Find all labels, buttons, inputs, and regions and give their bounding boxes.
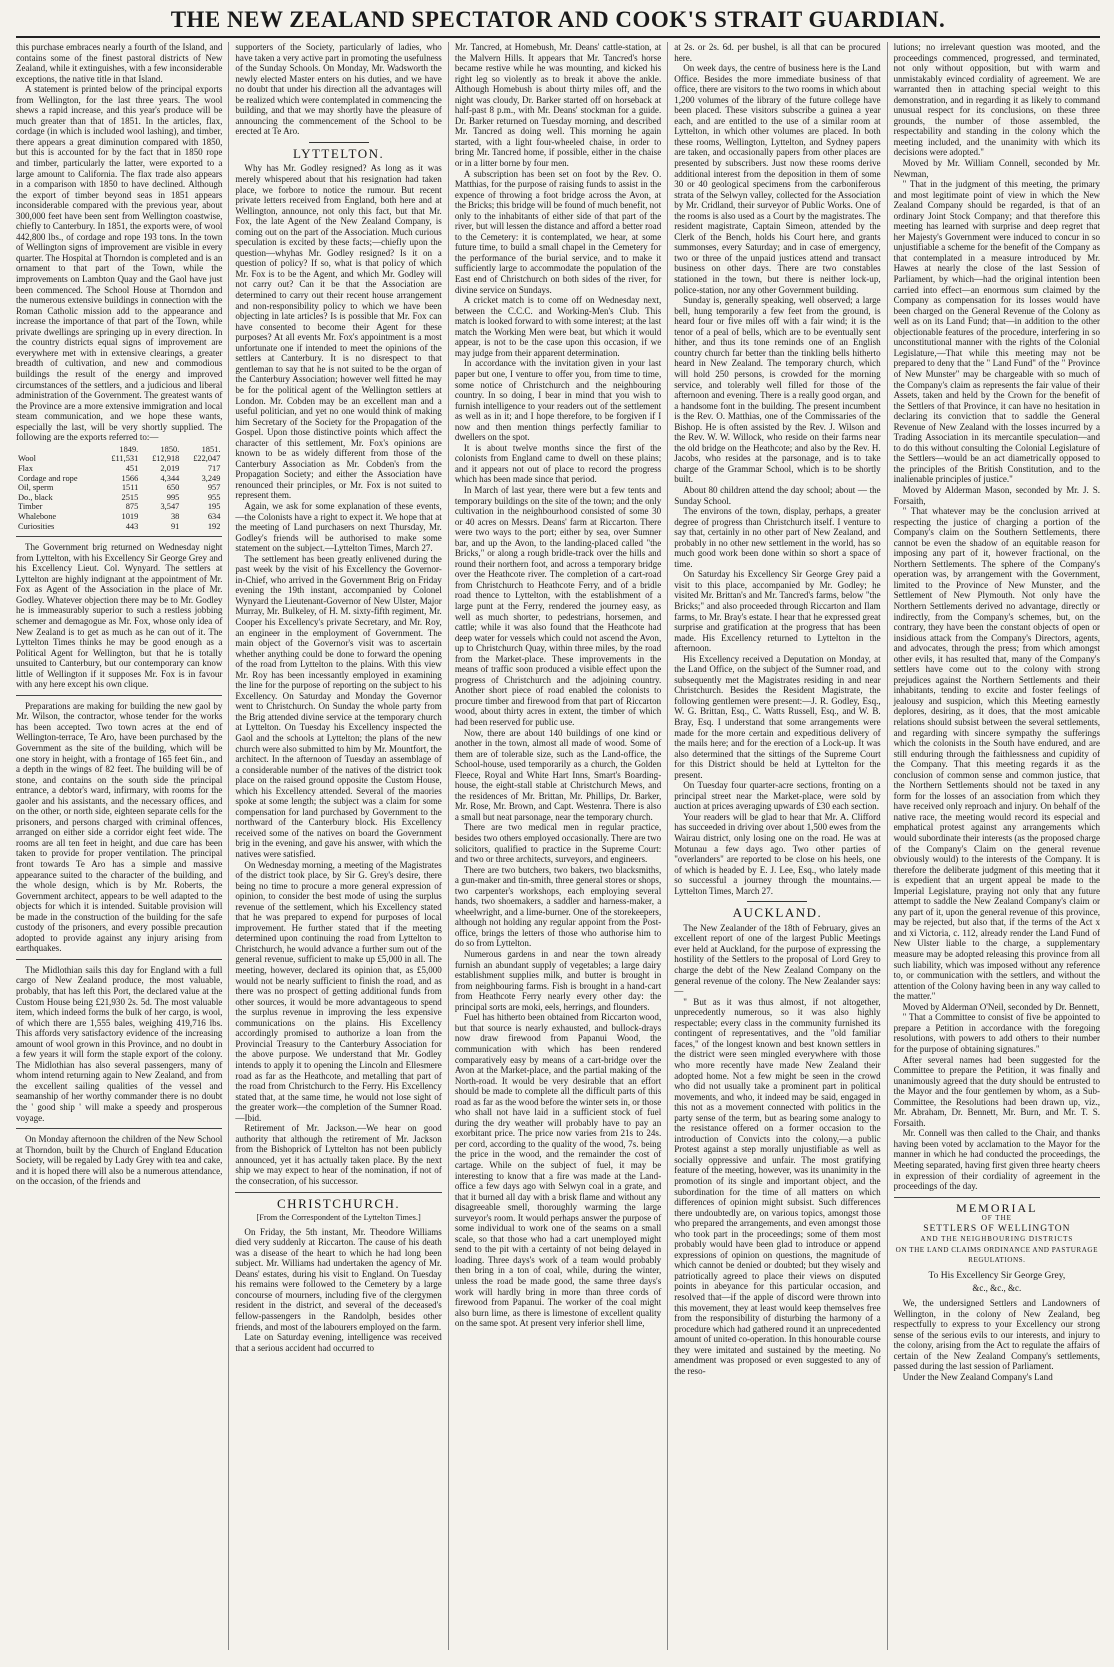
columns [16, 42, 1100, 1650]
paragraph: We, the undersigned Settlers and Landowners of Wellington, in the colony of New Zealand, beg respectfully to express to your Excellency our strong sense of the serious evils to our interests, and injury to the colony, arising from the Act to regulate the affairs of certain of the New Zealand Company's settlements, passed during the last session of Parliament. [893, 1297, 1101, 1372]
table-cell: 957 [207, 483, 221, 493]
paragraph: A statement is printed below of the principal exports from Wellington, for the last three years. The wool shews a rapid increase, and this year's produce will be much greater than that of 1851. In the articles, flax, cordage (in which is included wool lashing), and timber, there appears a great diminution compared with 1850, but this is accounted for by the fact that in 1850 rope and timber, particularly the latter, were exported to a large amount to California. The flax trade also appears in a comparison with 1850 to have declined. Although the export of timber beyond seas in 1851 appears inconsiderable compared with the previous year, about 300,000 feet have been sent from Wellington coastwise, chiefly to Canterbury. In 1851, the exports were, of wool 442,800 lbs., of cordage and rope 193 tons. In the town of Wellington signs of improvement are visible in every quarter. The Hospital at Thorndon is completed and is an ornament to that part of the Town, while the improvements on Lambton Quay and the Gaol have just been commenced. The School House at Thorndon and the numerous extensive buildings in connection with the Roman Catholic mission add to the appearance and increase the importance of that part of the Town, while private dwellings are springing up in every direction. In the country districts equal signs of improvement are everywhere met with in extensive clearings, a greater breadth of cultivation, and new and commodious buildings the result of the energy and improved circumstances of the settlers, and a judicious and liberal administration of the Government. The greatest wants of the Province are a more extensive immigration and local steam communication, and we hope these wants, especially the last, will be very shortly supplied. The following are the exports referred to:— [16, 84, 223, 443]
table-cell: 1019 [121, 511, 139, 521]
table-cell: £22,047 [193, 454, 221, 464]
table-row [16, 493, 222, 503]
paragraph: A cricket match is to come off on Wednesday next, between the C.C.C. and Working-Men's Club. This match is looked forward to with some interest; at the last match the Working Men were beat, but which it would appear, is not to be the case upon this occasion, if we may judge from their apparent determination. [454, 295, 662, 358]
divider [16, 536, 222, 537]
paragraph: " But as it was thus almost, if not altogether, unprecedently numerous, so it was also highly respectable; every class in the community furnished its contingent of representatives, and the "old familiar faces," of the longest known and best known settlers in the district were seen mingled everywhere with those who more recently have made New Zealand their adopted home. Not a few might be seen in the crowd who did not usually take a prominent part in political movements, and who, it indeed may be said, engaged in this not as a movement connected with politics in the party sense of the term, but as bearing some analogy to the resistance offered on a former occasion to the introduction of Convicts into the colony,—a public Protest against a step morally unjustifiable as well as socially oppressive and unfair. The most gratifying feature of the meeting, however, was its unanimity in the promotion of its single and important object, and the subordination for the time of all matters on which differences of opinion might subsist. Such differences there undoubtedly are, on various topics, amongst those who prepared the arrangements, and even amongst those who took part in the proceedings; some of them most probably would have been glad to introduce or append expressions of opinion on questions, the magnitude of which cannot be denied or doubted; but they wisely and patriotically agreed to place their views on disputed points in abeyance for this particular occasion, and resolved that—if the apple of discord were thrown into this movement, they at least would keep themselves free from the responsibility of disturbing the harmony of a procedure which had gathered round it an unprecedented amount of united co-operation. In this honourable course they were imitated and sustained by the meeting. No amendment was proposed or even suggested to any of the reso- [674, 996, 881, 1376]
table-cell: Cordage and rope [18, 473, 78, 483]
column-4 [667, 42, 886, 1650]
divider [16, 1128, 222, 1129]
paragraph: The settlement has been greatly enlivened during the past week by the visit of his Excellency the Governor-in-Chief, who arrived in the Government Brig on Friday evening the 19th instant, accompanied by Colonel Wynyard the Lieutenant-Governor of New Ulster, Major Murray, Mr. Bulkeley, of H. M. sixty-fifth regiment, Mr. Cooper his Excellency's private Secretary, and Mr. Roy, an engineer in the employment of Government. The main object of the Governor's visit was to ascertain whether anything could be done to forward the opening of the road from Lyttelton to the plains. With this view Mr. Roy has been incessantly employed in examining the line for the purpose of reporting on the subject to his Excellency. On Saturday and Monday the Governor went to Christchurch. On Sunday the whole party from the Brig attended divine service at the temporary church at Lyttelton. On Tuesday his Excellency inspected the Gaol and the schools at Lyttelton; the plans of the new church were also submitted to him by Mr. Mountfort, the architect. In the afternoon of Tuesday an assemblage of a considerable number of the natives of the district took place on the raised ground opposite the Custom House, which his Excellency attended. Several of the maories spoke at some length; the subject was a claim for some compensation for land purchased by Government to the northward of the Canterbury block. His Excellency received some of the natives on board the Government brig in the evening, and gave his answer, with which the natives were satisfied. [235, 553, 442, 860]
table-header [16, 445, 100, 455]
table-cell: 38 [170, 511, 180, 521]
paragraph: On Wednesday morning, a meeting of the Magistrates of the district took place, by Sir G. Grey's desire, there being no time to procure a more general expression of opinion, to consider the best mode of using the surplus revenue of the settlement, which his Excellency stated that he was prepared to expend for purposes of local improvement. He further stated that if the meeting determined upon continuing the road from Lyttelton to Christchurch, he would advance a further sum out of the general revenue, sufficient to make up £5,000 in all. The meeting, however, declared its opinion that, as £5,000 would not be nearly sufficient to finish the road, and as there was no prospect of getting additional funds from other sources, it would be more advantageous to spend the surplus revenue in improving the less expensive communications on the plains. His Excellency accordingly promised to authorize a loan from the Provincial Treasury to the Canterbury Association for the above purpose. We understand that Mr. Godley intends to apply it to opening the Lincoln and Ellesmere road as far as the Heathcote, and metalling that part of the road from Christchurch to the Ferry. His Excellency stated that, at the same time, he would not lose sight of the greater work—the completion of the Sumner Road.—Ibid. [235, 859, 442, 1123]
paragraph: Retirement of Mr. Jackson.—We hear on good authority that although the retirement of Mr. Jackson from the Bishoprick of Lyttelton has not been publicly announced, yet it has actually taken place. By the next ship we may expect to hear of the nomination, if not of the consecration, of his successor. [235, 1123, 442, 1186]
paragraph: Now, there are about 140 buildings of one kind or another in the town, almost all made of wood. Some of them are of tolerable size, such as the Land-office, the School-house, used temporarily as a church, the Golden Fleece, Royal and White Hart Inns, Smart's Boarding-house, the eight-stall stable at Christchurch Mews, and the residences of Mr. Brittan, Mr. Phillips, Dr. Barker, Mr. Rose, Mr. Brown, and Capt. Westenra. There is also a small but neat parsonage, near the temporary church. [454, 727, 662, 822]
table-header: 1850. [160, 444, 180, 454]
masthead: THE NEW ZEALAND SPECTATOR AND COOK'S STRAIT GUARDIAN. [170, 7, 946, 32]
section-heading-lyttelton: LYTTELTON. [292, 145, 385, 161]
paragraph: Fuel has hitherto been obtained from Riccarton wood, but that source is nearly exhausted, and bullock-drays now draw firewood from Papanui Wood, the communication with which has been rendered comparatively easy by means of a cart-bridge over the Avon at the Market-place, and the partial making of the North-road. It would be very desirable that an effort should be made to complete all the difficult parts of this road as far as the wood before the winter sets in, or those who shall not have laid in a sufficient stock of fuel during the dry weather will probably have to pay an exorbitant price. The price now varies from 21s to 24s. per cord, according to the quality of the wood, 7s. being the price in the wood, and the remainder the cost of cartage. While on the subject of fuel, it may be interesting to know that a fire was made at the Land-office a few days ago with Selwyn coal in a grate, and that it burned all day with a brisk flame and without any disagreeable smell, thoroughly warming the large surveyor's room. It would perhaps answer the purpose of some individual to work one of the seams on a small scale, so that those who had a cart unemployed might send to the pit with a certainty of not being delayed in loading. Three days's work of a team would probably then bring in a ton of coal, while, during the winter, unless the road be made good, the same three days's work will hardly bring in more than three cords of firewood from Papanui. The worker of the coal might also burn lime, as there is limestone of excellent quality on the same spot. At present very inferior shell lime, [454, 1012, 662, 1329]
divider [16, 695, 222, 696]
correspondent-note: [From the Correspondent of the Lyttelton Times.] [256, 1213, 421, 1223]
table-row [16, 483, 222, 493]
section-heading-auckland: AUCKLAND. [732, 905, 823, 921]
paragraph: supporters of the Society, particularly of ladies, who have taken a very active part in promoting the usefulness of the Sunday Schools. On Monday, Mr. Wadsworth the newly elected Master enters on his duties, and we have no doubt that under his direction all the advantages will be realized which were contemplated in commencing the building, and that we may shortly have the pleasure of announcing the commencement of the School to be erected at Te Aro. [235, 42, 442, 137]
paragraph: A subscription has been set on foot by the Rev. O. Matthias, for the purpose of raising funds to assist in the expence of throwing a foot bridge across the Avon, at the Bricks; this bridge will be found of much benefit, not only to the inhabitants of either side of that part of the river, but will lessen the distance and afford a better road to the Cemetery: it is contemplated, we hear, at some future time, to build a small chapel in the Cemetery for the performance of the burial service, and to make it sufficiently large to accommodate the population of the East end of Christchurch on both sides of the river, for divine service on Sundays. [454, 168, 662, 295]
paragraph: Under the New Zealand Company's Land [902, 1371, 1053, 1382]
table-row [16, 474, 222, 484]
memorial-title: MEMORIAL [956, 1200, 1038, 1215]
table-cell: Flax [18, 463, 33, 473]
table-cell: 717 [207, 463, 221, 473]
table-cell: 91 [170, 521, 180, 531]
table-cell: 3,249 [201, 473, 221, 483]
memorial-subtitle-2: AND THE NEIGHBOURING DISTRICTS [920, 1235, 1074, 1244]
paragraph: at 2s. or 2s. 6d. per bushel, is all that can be procured here. [674, 42, 881, 63]
memorial-subtitle: SETTLERS OF WELLINGTON [923, 1223, 1071, 1234]
paragraph: Moved by Alderman Mason, seconded by Mr. J. S. Forsaith, [893, 484, 1101, 506]
memorial-addressee: To His Excellency Sir George Grey, [928, 1270, 1066, 1281]
paragraph: " That a Committee to consist of five be appointed to prepare a Petition in accordance with the foregoing resolutions, with powers to add others to their number for the purpose of obtaining signatures." [893, 1012, 1101, 1054]
table-cell: 1511 [121, 483, 139, 493]
table-cell: 995 [166, 492, 180, 502]
paragraph: On Tuesday four quarter-acre sections, fronting on a principal street near the Market-place, were sold by auction at prices averaging upwards of £30 each section. [674, 780, 881, 812]
table-cell: 2515 [121, 492, 139, 502]
paragraph: About 80 children attend the day school; about — the Sunday School. [674, 484, 881, 506]
table-row [16, 454, 222, 464]
divider [894, 1197, 1100, 1198]
table-cell: 192 [207, 521, 221, 531]
table-cell: £12,918 [152, 454, 180, 464]
table-cell: 955 [207, 492, 221, 502]
paragraph: The New Zealander of the 18th of February, gives an excellent report of one of the largest Public Meetings ever held at Auckland, for the purpose of expressing the hostility of the Settlers to the proposal of Lord Grey to charge the debt of the New Zealand Company on the general revenue of the colony. The New Zealander says:— [674, 922, 881, 997]
paragraph: this purchase embraces nearly a fourth of the Island, and contains some of the finest pastoral districts of New Zealand, while it extinguishes, with a few inconsiderable exceptions, the native title in that Island. [16, 42, 223, 84]
paragraph: There are two butchers, two bakers, two blacksmiths, a gun-maker and tin-smith, three general stores or shops, two carpenter's workshops, each employing several hands, two shoemakers, a saddler and harness-maker, a wheelwright, and a lime-burner. One of the storekeepers, although not holding any regular appoint from the Post-office, brings the letters of those who authorise him to do so from Lyttelton. [454, 864, 662, 949]
paragraph: " That in the judgment of this meeting, the primary and most legitimate point of view in which the New Zealand Company should be regarded, is that of an ordinary Joint Stock Company; and that therefore this meeting has learned with surprise and deep regret that her Majesty's Government were induced to concur in so unjustifiable a scheme for the benefit of the Company as that contemplated in a measure introduced by Mr. Hawes at nearly the close of the last Session of Parliament, by which—had the original intention been carried into effect—an enormous sum claimed by the Company as compensation for its losses would have been charged on the General Revenue of the Colony as well as on its Land Fund; that—in addition to the other objectionable features of the procedure, interfering in so unconstitutional manner with the rights of the Colonial Legislature,—That while this meeting may not be prepared to deny that the " Land Fund" of the " Province of New Munster" may be chargeable with so much of the Company's claim as represents the fair value of their Assets, taken and held by the Crown for the benefit of the Settlers of that Province, it can have no hesitation in declaring its conviction that to saddle the General Revenue of New Zealand with the losses incurred by a Trading Association in its mercantile speculation—and to do this without consulting the Colonial Legislature of the Settlers—would be an act diametrically opposed to the principles of the British Constitution, and to the inalienable principles of justice." [893, 179, 1101, 485]
table-row [16, 464, 222, 474]
divider [309, 142, 369, 143]
table-cell: 451 [125, 463, 139, 473]
table-cell: Whalebone [18, 511, 57, 521]
paragraph: Why has Mr. Godley resigned? As long as it was merely whispered about that his resignation had taken place, we forbore to notice the rumour. But recent private letters received from England, both here and at Wellington, announce, not only this fact, but that Mr. Fox, the late Agent of the New Zealand Company, is coming out on the part of the Association. Much curious speculation is excited by these facts;—chiefly upon the question—whyhas Mr. Godley resigned? Is it on a question of policy? If so, what is that policy of which Mr. Fox is to be the Agent, and which Mr. Godley will not carry out? Can it be that the Association are determined to carry out their recent house arrangement and non-responsibility policy to which we have been objecting in late articles? Is is possible that Mr. Fox can have consented to become their Agent for these purposes? At all events Mr. Fox's appointment is a most unfortunate one if intended to meet the opinions of the settlers at Canterbury. It is no disrespect to that gentleman to say that he is not suited to be the organ of the Canterbury Association; however well fitted he may be for the political agent of the Wellington settlers at London. Mr. Cobden may be an excellent man and a useful politician, and yet no one would think of making him Secretary of the Society for the Propagation of the Gospel. Upon those distinctive points which affect the character of this settlement, Mr. Fox's opinions are known to be as widely different from those of the Canterbury Association as Mr. Cobden's from the Propagation Society; and either the Association have renounced their principles, or Mr. Fox is not suited to represent them. [235, 163, 442, 501]
table-cell: Curiosities [18, 521, 55, 531]
paragraph: Your readers will be glad to hear that Mr. A. Clifford has succeeded in driving over about 1,500 ewes from the Wairau district, only losing one on the road. He was at Motunau a few days ago. Two other parties of "overlanders" are reported to be close on his heels, one of which is headed by E. J. Lee, Esq., who lately made so successful a journey through the mountains.—Lyttelton Times, March 27. [674, 811, 881, 896]
paragraph: Mr. Connell was then called to the Chair, and thanks having been voted by acclamation to the Mayor for the manner in which he had conducted the proceedings, the Meeting separated, having first given three hearty cheers in expression of their cordiality of agreement in the proceedings of the day. [893, 1128, 1101, 1192]
table-cell: 634 [207, 511, 221, 521]
paragraph: The Midlothian sails this day for England with a full cargo of New Zealand produce, the most valuable, probably, that has left this Port, the declared value at the Custom House being £21,930 2s. 5d. The most valuable item, which indeed forms the bulk of her cargo, is wool, of which there are 1,555 bales, weighing 419,716 lbs. This affords very satisfactory evidence of the increasing amount of wool grown in this Province, and no doubt in a few years it will form the staple export of the colony. The Midlothian has also several passengers, many of whom intend returning again to New Zealand, and from the excellent sailing qualities of the vessel and seamanship of her worthy commander there is no doubt the ' good ship ' will make a speedy and prosperous voyage. [16, 964, 223, 1123]
table-cell: Wool [18, 454, 36, 464]
table-row [16, 502, 222, 512]
table-header: 1851. [201, 444, 221, 454]
paragraph: On Friday, the 5th instant, Mr. Theodore Williams died very suddenly at Riccarton. The cause of his death was a disease of the heart to which he had long been subject. Mr. Williams had undertaken the agency of Mr. Deans' estates, during his visit to England. On Tuesday his remains were followed to the Cemetery by a large concourse of mourners, including five of the clergymen resident in the district, and several of the deceased's fellow-passengers in the Randolph, besides other friends, and most of the labourers employed on the farm. [235, 1226, 442, 1332]
table-cell: 4,344 [160, 473, 180, 483]
paragraph: Numerous gardens in and near the town already furnish an abundant supply of vegetables; a large dairy establishment supplies milk, and butter is brought in from neighbouring farms. Fish is brought in a hand-cart from Heathcote Ferry nearly every other day: the principal sorts are moki, eels, herrings, and flounders. [454, 949, 662, 1012]
memorial-of: OF THE [981, 1214, 1012, 1223]
paragraph: Moved by Mr. William Connell, seconded by Mr. Newman, [893, 158, 1101, 179]
table-cell: 443 [125, 521, 139, 531]
divider [747, 901, 807, 902]
paragraph: Again, we ask for some explanation of these events,—the Colonists have a right to expect it. We hope that at the meeting of Land purchasers on next Thursday, Mr. Godley's friends will be authorised to make some statement on the subject.—Lyttelton Times, March 27. [235, 500, 442, 554]
divider [16, 959, 222, 960]
paragraph: There are two medical men in regular practice, besides two others employed occasionally. There are two solicitors, qualified to practice in the Supreme Court: and two or three architects, surveyors, and engineers. [454, 822, 662, 865]
memorial-regulations: ON THE LAND CLAIMS ORDINANCE AND PASTURAGE REGULATIONS. [895, 1245, 1098, 1265]
column-2 [228, 42, 447, 1650]
column-5 [887, 42, 1100, 1650]
paragraph: Sunday is, generally speaking, well observed; a large bell, hung temporarily a few feet from the ground, is heard four or five miles off with a fair wind; it is the tenor of a peal of bells, which are to be eventually sent hither, and thus its tone reminds one of an English country church far better than the tinkling bells hitherto heard in New Zealand. The temporary church, which will hold 250 persons, is crowded for the morning service, and tolerably well filled for those of the afternoon and evening. There is a really good organ, and a handsome font in the building. The present incumbent is the Rev. O. Matthias, one of the Commissaries of the Bishop. He is often assisted by the Rev. J. Wilson and the Rev. W. W. Willock, who reside on their farms near the old bridge on the Heathcote; and also by the Rev. H. Jacobs, who resides at the parsonage, and is to take charge of the Grammar School, which is to be shortly built. [674, 295, 881, 485]
table-cell: Oil, sperm [18, 483, 54, 493]
paragraph: In accordance with the invitation given in your last paper but one, I venture to offer you, from time to time, some notice of Christchurch and the neighbouring country. In so doing, I bear in mind that you wish to furnish intelligence to your readers out of the settlement as well as in it; and I hope therefore, to be forgiven if I now and then mention things perfectly familiar to dwellers on the spot. [454, 358, 662, 443]
table-cell: 650 [166, 483, 180, 493]
paragraph: On week days, the centre of business here is the Land Office. Besides the more immediate business of that office, there are visitors to the two rooms in which about 1,200 volumes of the library of the future college have been placed. These visitors subscribe a guinea a year each, and are entitled to the use of a similar room at Lyttelton, in which other volumes are placed. In both these rooms, Wellington, Lyttelton, and Sydney papers are taken, and occasionally papers from other places are presented by subscribers. Just now these rooms derive additional interest from the deposition in them of some 30 or 40 geological specimens from the carboniferous strata of the Selwyn valley, collected for the Association by Mr. Cridland, their surveyor of Public Works. One of the rooms is also used as a Court by the magistrates. The resident magistrate, Captain Simeon, attended by the Clerk of the Bench, holds his Court here, and grants summonses, every Saturday; and in case of emergency, two or three of the unpaid justices attend and transact business on other days. There are two constables stationed in the town, but there is neither lock-up, police-station, nor any other Government building. [674, 63, 881, 295]
table-cell: 1566 [121, 473, 139, 483]
table-cell: 2,019 [160, 463, 180, 473]
masthead-rule [16, 36, 1100, 38]
paragraph: Late on Saturday evening, intelligence was received that a serious accident had occurred to [235, 1332, 442, 1353]
paragraph: The environs of the town, display, perhaps, a greater degree of progress than Christchurch itself. I venture to say that, certainly in no other part of New Zealand, and probably in no other new settlement in the world, has so much good work been done within so short a space of time. [674, 506, 881, 569]
divider [235, 1192, 441, 1193]
column-1 [16, 42, 228, 1650]
paragraph: On Saturday his Excellency Sir George Grey paid a visit to this place, accompanied by Mr. Godley; he visited Mr. Brittan's and Mr. Tancred's farms, below "the Bricks;" and also proceeded through Riccarton and Ilam farms, to Mr. Bray's estate. I hear that he expressed great surprise and gratification at the progress that has been made. His Excellency returned to Lyttelton in the afternoon. [674, 569, 881, 654]
paragraph: The Government brig returned on Wednesday night from Lyttelton, with his Excellency Sir George Grey and his Excellency Lieut. Col. Wynyard. The settlers at Lyttelton are highly indignant at the appointment of Mr. Fox as Agent of the Association in the place of Mr. Godley. Whatever objection there may be to Mr. Godley he is immeasurably superior to such a restless jobbing schemer and demagogue as Mr. Fox, whose only idea of New Zealand is to get as much as he can out of it. The Lyttelton Times thinks he may be good enough as a Political Agent for Wellington, but that he is totally unsuited to Canterbury, but our contemporary can know little of Wellington if it supposes Mr. Fox is in favour with any here except his own clique. [16, 542, 223, 690]
exports-table [16, 445, 222, 531]
table-row [16, 522, 222, 532]
paragraph: It is about twelve months since the first of the colonists from England came to dwell on these plains; and it appears not out of place to record the progress which has been made since that period. [454, 442, 662, 485]
table-cell: 195 [207, 502, 221, 512]
table-row [16, 512, 222, 522]
paragraph: His Excellency received a Deputation on Monday, at the Land Office, on the subject of the Sumner road, and subsequently met the Magistrates residing in and near Christchurch. Besides the Resident Magistrate, the following gentlemen were present:—J. R. Godley, Esq., W. G. Brittan, Esq., C. Watts Russell, Esq., and W. B. Bray, Esq. I understand that some arrangements were made for the more certain and expeditious delivery of the mails here; and for the erection of a Lock-up. It was also determined that the sittings of the Supreme Court for this District should be held at Lyttelton for the present. [674, 653, 881, 780]
paragraph: lutions; no irrelevant question was mooted, and the proceedings commenced, progressed, and terminated, not only without opposition, but with warm and unmistakably evinced cordiality of agreement. We are warranted then in attaching special weight to this demonstration, and in regarding it as likely to command unusual respect for its conclusions, on these three grounds, the number of those assembled, the respectability and standing in the colony which the meeting included, and the unanimity with which its decisions were adopted." [893, 42, 1101, 158]
table-cell: £11,531 [111, 454, 139, 464]
table-header: 1849. [119, 444, 139, 454]
section-heading-christchurch: CHRISTCHURCH. [277, 1195, 401, 1211]
table-cell: 3,547 [160, 502, 180, 512]
memorial-etc: &c., &c., &c. [972, 1283, 1022, 1294]
paragraph: Moved by Alderman O'Neil, seconded by Dr. Bennett, [902, 1001, 1100, 1012]
column-3 [448, 42, 667, 1650]
paragraph: In March of last year, there were but a few tents and temporary buildings on the site of the town; and the only cultivation in the neighbourhood consisted of some 30 or 40 acres on Messrs. Deans' farm at Riccarton. There were two ways to the port; either by sea, over Sumner bar, and up the Avon, to the landing-placed called "the Bricks," or along a rough bridle-track over the hills and round their northern foot, and across a temporary bridge over the Heathcote river. The completion of a cart-road from Christchurch to Heathcote Ferry, and of a bridle road thence to Lyttelton, with the establishment of a large punt at the Ferry, rendered the journey easy, as well as much shorter, to pedestrians, horsemen, and cattle; while it was also found that the Heathcote had deep water for vessels which could not ascend the Avon, up to Christchurch Quay, within three miles, by the road from the Market-place. These improvements in the means of traffic soon produced a visible effect upon the progress of Christchurch and the adjoining country. Another short piece of road enabled the colonists to procure timber and firewood from that part of Riccarton wood, about thirty acres in extent, the timber of which had been reserved for public use. [454, 484, 662, 727]
paragraph: Preparations are making for building the new gaol by Mr. Wilson, the contractor, whose tender for the works has been accepted. Two town acres at the end of Wellington-terrace, Te Aro, have been purchased by the Government as the site of the building, which will be one story in height, with a frontage of 165 feet 6in., and a depth in the wings of 82 feet. The building will be of stone, and contains on the south side the principal entrance, a debtor's ward, infirmary, with rooms for the gaoler and his assistants, and the necessary offices, and on the other, or north side, eighteen separate cells for the prisoners, and persons charged with criminal offences, arranged on either side a corridor eight feet wide. The rooms are all ten feet in height, and due care has been taken to provide for proper ventilation. The principal front towards Te Aro has a simple and massive appearance suited to the character of the building, and the whole design, which is by Mr. Roberts, the Government architect, appears to be well adapted to the objects for which it is intended. Suitable provision will be made in the construction of the building for the safe custody of the prisoners, and every possible precaution adopted to provide against any injury arising from earthquakes. [16, 700, 223, 954]
paragraph: Mr. Tancred, at Homebush, Mr. Deans' cattle-station, at the Malvern Hills. It appears that Mr. Tancred's horse became restive while he was mounting, and kicked his right leg so violently as to break it above the ankle. Although Homebush is about thirty miles off, and the night was cloudy, Dr. Barker started off on horseback at half-past 8 p.m., with Mr. Deans' stockman for a guide. Dr. Barker returned on Tuesday morning, and described Mr. Tancred as doing well. This morning he again started, with a light four-wheeled chaise, in order to bring Mr. Tancred home, if possible, either in the chaise or in a litter borne by four men. [454, 42, 662, 169]
table-cell: 875 [125, 502, 139, 512]
paragraph: " That whatever may be the conclusion arrived at respecting the justice of charging a portion of the Company's claim on the Southern Settlements, there cannot be even the shadow of an equitable reason for imposing any part of it, however fractional, on the Northern Settlements. The sphere of the Company's operation was, by arrangement with the Government, limited to the Province of New Munster, and the Settlement of New Plymouth. Not only have the Northern Settlements derived no advantage, directly or indirectly, from the Company's schemes, but, on the contrary, they have been the constant objects of open or insidious attack from the Company's Directors, agents, and advocates, through the press; from which amongst other evils, it has resulted that, many of the Company's settlers have come out to the colony with strong prejudices against the Northern Settlements and their inhabitants, tending to excite and foster feelings of jealousy and suspicion, which this Meeting earnestly deplores, desiring, as it does, that the most amicable relations should subsist between the several settlements, and regarding with sincere sympathy the sufferings which the colonists in the South have endured, and are still enduring through the faithlessness and cupidity of the Company. That this meeting regards it as the conclusion of common sense and common justice, that the Northern Settlements should not be taxed in any form for the losses of an association from which they have received only reproach and injury. On behalf of the native race, the meeting would record its especial and emphatical protest against any arrangements which would subordinate their interests (as the proposed charge of the Company's Claim on the general revenue obviously would) to the interests of the Company. It is therefore the deliberate judgment of this meeting that it is expedient that an urgent appeal be made to the Imperial Legislature, praying not only that any future attempt to saddle the New Zealand Company's claim or any part of it, upon the general revenue of this province, may be rejected, but also that, if the terms of the Act x and xi Victoria, c. 112, already render the Land Fund of New Ulster liable to the charge, a supplementary measure may be adopted releasing this province from all such liability, which was imposed without any reference to, or communication with the settlers, and without the attention of the Colony having been in any way called to the matter." [893, 506, 1101, 1002]
table-cell: Do., black [18, 492, 53, 502]
table-cell: Timber [18, 502, 43, 512]
paragraph: On Monday afternoon the children of the New School at Thorndon, built by the Church of England Education Society, will be regaled by Lady Grey with tea and cake, and it is hoped there will also be a numerous attendance, on the occasion, of the friends and [16, 1134, 223, 1187]
paragraph: After several names had been suggested for the Committee to prepare the Petition, it was finally and unanimously agreed that the duty should be entrusted to the Mayor and the four gentlemen by whom, as a Sub-Committee, the Resolutions had been drawn up, viz., Mr. Abraham, Dr. Bennett, Mr. Burn, and Mr. T. S. Forsaith. [893, 1054, 1101, 1128]
